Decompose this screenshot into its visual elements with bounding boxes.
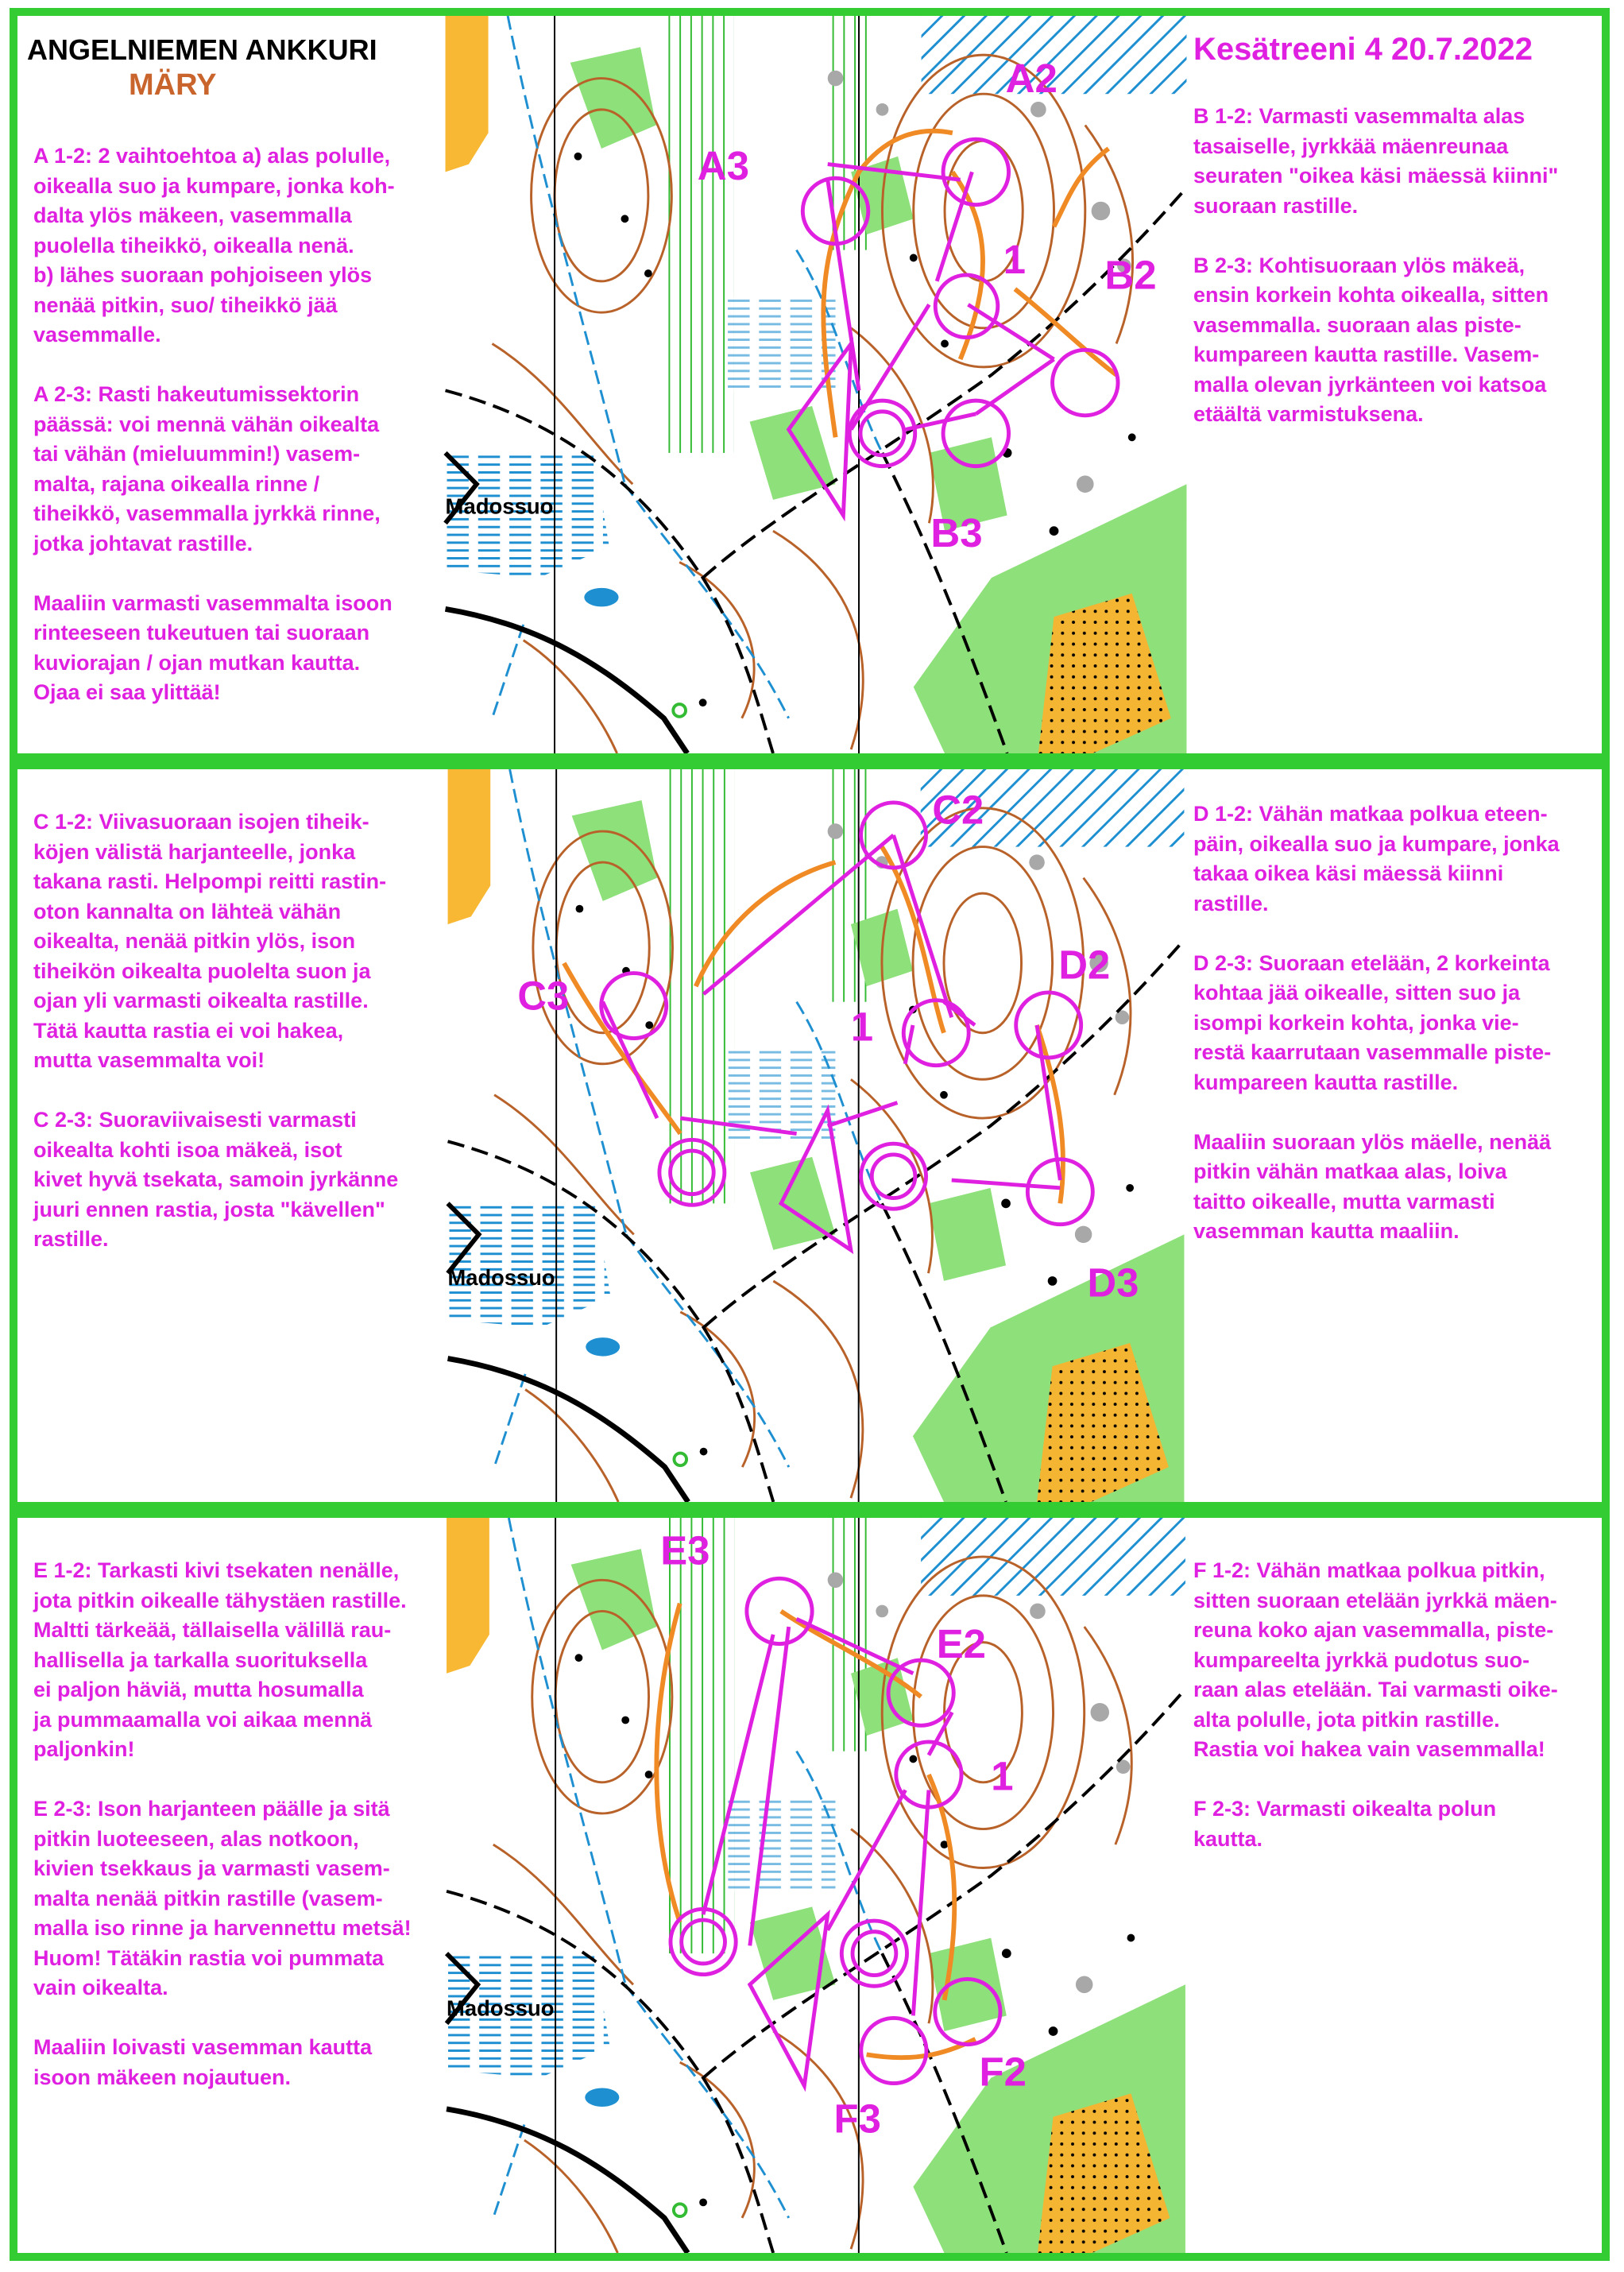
place-name-madossuo: Madossuo <box>445 493 554 519</box>
course-b-instructions: B 1-2: Varmasti vasemmalta alas tasaiselle, jyrkkää mäenreunaa seuraten "oikea käsi mäessä kiinni" suoraan rastille. B 2-3: Kohtisuoraan ylös mäkeä, ensin korkein kohta oikealla, sitten vasemmalla. suoraan alas piste- kumpareen kautta rastille. Vasem- malla olevan jyrkänteen voi katsoa etäältä varmistuksena. <box>1193 104 1559 426</box>
control-label-b2: B2 <box>1104 252 1157 298</box>
event-area-subtitle: MÄRY <box>129 68 217 102</box>
control-label-a2: A2 <box>1005 56 1058 102</box>
course-f-instructions: F 1-2: Vähän matkaa polkua pitkin, sitten suoraan etelään jyrkkä mäen- reuna koko ajan vasemmalla, piste- kumpareelta jyrkkä pudotus suo- raan alas etelään. Tai varmasti oike- alta polulle, jota pitkin rastille. Rastia voi hakea vain vasemmalla! F 2-3: Varmasti oikealta polun kautta. <box>1193 1558 1558 1851</box>
panel-course-a-b <box>10 8 1610 761</box>
course-c-instructions: C 1-2: Viivasuoraan isojen tiheik- köjen välistä harjanteelle, jonka takana rasti. Helpompi reitti rastin- oton kannalta on lähteä vähän oikealta, nenää pitkin ylös, ison tiheikön oikealta puolelta suon ja ojan yli varmasti oikealta rastille. Tätä kautta rastia ei voi hakea, mutta vasemmalta voi! C 2-3: Suoraviivaisesti varmasti oikealta kohti isoa mäkeä, isot kivet hyvä tsekata, samoin jyrkänne juuri ennen rastia, josta "kävellen" rastille. <box>33 810 399 1251</box>
control-label-f2: F2 <box>979 2049 1027 2095</box>
control-label-c3: C3 <box>517 973 570 1019</box>
place-name-madossuo: Madossuo <box>447 1264 555 1290</box>
panel-course-c-d <box>10 761 1610 1510</box>
event-title: Kesätreeni 4 20.7.2022 <box>1193 32 1533 67</box>
control-label-b3: B3 <box>930 509 983 555</box>
control-label-f3: F3 <box>833 2096 881 2142</box>
control-label-e2: E2 <box>936 1621 986 1667</box>
map-c-d <box>439 769 1193 1502</box>
control-label-e3: E3 <box>660 1527 710 1573</box>
control-label-c2: C2 <box>932 787 984 833</box>
control-label-start-1: 1 <box>850 1004 874 1050</box>
control-label-start-1: 1 <box>1003 237 1027 283</box>
map-a-b <box>439 16 1193 753</box>
course-e-instructions: E 1-2: Tarkasti kivi tsekaten nenälle, jota pitkin oikealle tähystäen rastille. Maltti tärkeää, tällaisella välillä rau- hallisella ja tarkalla suorituksella ei paljon häviä, mutta hosumalla ja pummaamalla voi aikaa mennä paljonkin! E 2-3: Ison harjanteen päälle ja sitä pitkin luoteeseen, alas notkoon, kivien tsekkaus ja varmasti vasem- malta nenää pitkin rastille (vasem- malla iso rinne ja harvennettu metsä! Huom! Tätäkin rastia voi pummata vain oikealta. Maaliin loivasti vasemman kautta isoon mäkeen nojautuen. <box>33 1558 412 2089</box>
course-a-instructions: A 1-2: 2 vaihtoehtoa a) alas polulle, oikealla suo ja kumpare, jonka koh- dalta ylös mäkeen, vasemmalla puolella tiheikkö, oikealla nenä. b) lähes suoraan pohjoiseen ylös nenää pitkin, suo/ tiheikkö jää vasemmalle. A 2-3: Rasti hakeutumissektorin päässä: voi mennä vähän oikealta tai vähän (mieluummin!) vasem- malta, rajana oikealla rinne / tiheikkö, vasemmalla jyrkkä rinne, jotka johtavat rastille. Maaliin varmasti vasemmalta isoon rinteeseen tukeutuen tai suoraan kuviorajan / ojan mutkan kautta. Ojaa ei saa ylittää! <box>33 144 395 704</box>
control-label-start-1: 1 <box>991 1753 1014 1799</box>
course-d-instructions: D 1-2: Vähän matkaa polkua eteen- päin, oikealla suo ja kumpare, jonka takaa oikea käsi mäessä kiinni rastille. D 2-3: Suoraan etelään, 2 korkeinta kohtaa jää oikealle, sitten suo ja isompi korkein kohta, jonka vie- restä kaarrutaan vasemmalle piste- kumpareen kautta rastille. Maaliin suoraan ylös mäelle, nenää pitkin vähän matkaa alas, loiva taitto oikealle, mutta varmasti vasemman kautta maaliin. <box>1193 802 1560 1243</box>
panel-course-e-f <box>10 1510 1610 2261</box>
control-label-a3: A3 <box>697 143 749 189</box>
control-label-d3: D3 <box>1087 1260 1139 1306</box>
event-organizer-title: ANGELNIEMEN ANKKURI <box>27 33 377 66</box>
map-e-f <box>439 1518 1193 2253</box>
place-name-madossuo: Madossuo <box>447 1995 555 2021</box>
control-label-d2: D2 <box>1058 942 1111 988</box>
